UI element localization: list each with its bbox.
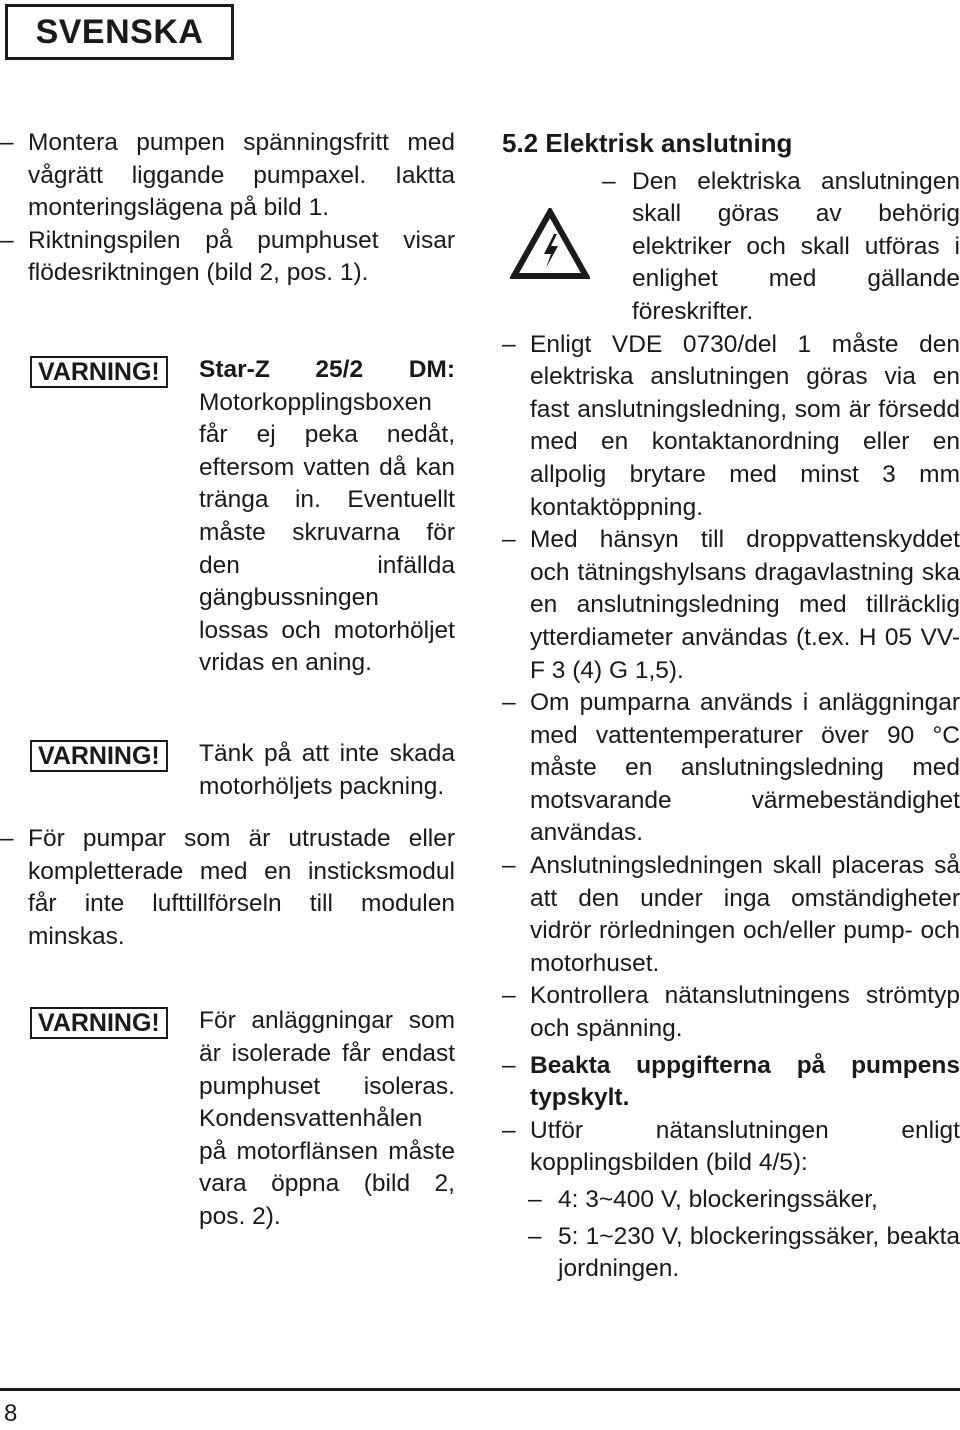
warning-text: För anläggningar som är isolerade får endast pumphuset isoleras. Kondensvattenhålen på motorflänsen måste vara öppna (bild 2, pos. 2). bbox=[199, 1007, 455, 1231]
list-item: – Enligt VDE 0730/del 1 måste den elektriska anslutningen göras via en fast anslutningsledning, som är försedd med en kontaktanordning eller en allpolig brytare med minst 3 mm kontaktöppning. bbox=[502, 330, 960, 521]
warning-block bbox=[0, 738, 455, 803]
warning-tag: VARNING! bbox=[30, 1007, 168, 1039]
warning-model: Star-Z 25/2 DM: bbox=[199, 355, 455, 383]
warning-tag: VARNING! bbox=[30, 356, 168, 388]
list-item: – Den elektriska anslutningen skall göras av behörig elektriker och skall utföras i enlighet med gällande föreskrifter. bbox=[602, 167, 960, 325]
electrical-hazard-icon bbox=[510, 208, 590, 280]
list-item: – Beakta uppgifterna på pumpens typskylt. bbox=[502, 1051, 960, 1112]
language-label: SVENSKA bbox=[5, 4, 234, 60]
list-item: – Med hänsyn till droppvattenskyddet och tätningshylsans dragavlastning ska en anslutningsledning med tillräcklig ytterdiameter användas (t.ex. H 05 VV-F 3 (4) G 1,5). bbox=[502, 526, 960, 684]
list-item: – Riktningspilen på pumphuset visar flödesriktningen (bild 2, pos. 1). bbox=[0, 226, 455, 287]
warning-text: Tänk på att inte skada motorhöljets packning. bbox=[199, 739, 455, 800]
warning-block bbox=[0, 1005, 455, 1233]
list-item: – Om pumparna används i anläggningar med vattentemperaturer över 90 °C måste en anslutningsledning med motsvarande värmebeständighet användas. bbox=[502, 689, 960, 847]
list-item: – För pumpar som är utrustade eller kompletterade med en insticksmodul får inte lufttillförseln till modulen minskas. bbox=[0, 825, 455, 950]
warning-block bbox=[0, 354, 455, 680]
list-item: – Montera pumpen spänningsfritt med vågrätt liggande pumpaxel. Iaktta monteringslägena på bild 1. bbox=[0, 129, 455, 222]
section-heading: 5.2 Elektrisk anslutning bbox=[502, 128, 793, 158]
list-item: – Utför nätanslutningen enligt kopplingsbilden (bild 4/5): bbox=[502, 1116, 960, 1177]
list-item: – Kontrollera nätanslutningens strömtyp och spänning. bbox=[502, 982, 960, 1043]
right-column bbox=[502, 127, 960, 1286]
left-column bbox=[0, 127, 455, 1234]
sub-list-item: – 5: 1~230 V, blockeringssäker, beakta jordningen. bbox=[528, 1222, 960, 1283]
warning-tag: VARNING! bbox=[30, 740, 168, 772]
warning-text: Motorkopplingsboxen får ej peka nedåt, eftersom vatten då kan tränga in. Eventuellt måste skruvarna för den infällda gängbussningen lossas och motorhöljet vridas en aning. bbox=[199, 388, 455, 677]
sub-list-item: – 4: 3~400 V, blockeringssäker, bbox=[528, 1186, 878, 1213]
list-item: – Anslutningsledningen skall placeras så att den under inga omständigheter vidrör rörledningen och/eller pump- och motorhuset. bbox=[502, 852, 960, 977]
footer-rule bbox=[0, 1388, 960, 1391]
page-number: 8 bbox=[4, 1400, 18, 1427]
hazard-block bbox=[502, 166, 960, 329]
